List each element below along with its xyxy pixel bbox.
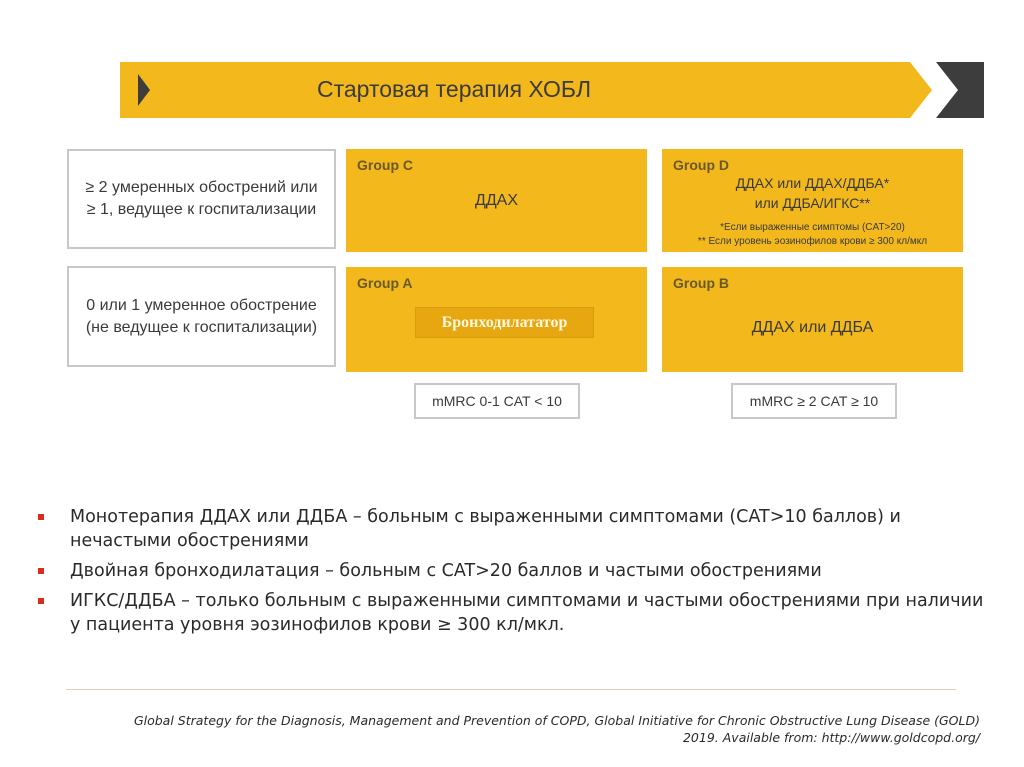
bullet-text: Монотерапия ДДАХ или ДДБА – больным с выраженными симптомами (CAT>10 баллов) и нечастыми обострениями <box>70 507 901 551</box>
group-a-box <box>346 267 647 372</box>
row-label-frequent-exacerbations: ≥ 2 умеренных обострений или ≥ 1, ведущее к госпитализации <box>67 149 336 249</box>
banner-right-arrow-icon <box>936 62 984 118</box>
group-c-box <box>346 149 647 252</box>
group-a-label: Group A <box>357 275 413 291</box>
reference-line1: Global Strategy for the Diagnosis, Management and Prevention of COPD, Global Initiative for Chronic Obstructive Lung Disease (GOLD) <box>133 713 980 728</box>
group-d-note-symptoms: *Если выраженные симптомы (CAT>20) <box>720 222 905 233</box>
header-banner <box>120 62 933 118</box>
divider <box>66 689 956 690</box>
group-b-therapy: ДДАХ или ДДБА <box>751 319 874 336</box>
group-d-label: Group D <box>673 157 729 173</box>
group-d-therapy-line1: ДДАХ или ДДАХ/ДДБА* <box>735 175 890 191</box>
bullet-text: ИГКС/ДДБА – только больным с выраженными симптомами и частыми обострениями при наличии у пациента уровня эозинофилов крови ≥ 300 кл/мкл. <box>70 591 984 635</box>
bullet-square-icon <box>38 514 44 520</box>
bullet-list <box>38 505 998 643</box>
bullet-item <box>38 559 998 583</box>
page-title: Стартовая терапия ХОБЛ <box>317 76 592 102</box>
group-b-box <box>662 267 963 372</box>
bullet-item <box>38 505 998 553</box>
row-label-rare-exacerbations: 0 или 1 умеренное обострение (не ведущее к госпитализации) <box>67 266 336 367</box>
bullet-square-icon <box>38 598 44 604</box>
group-c-therapy: ДДАХ <box>474 192 518 209</box>
axis-label-high-symptoms: mMRC ≥ 2 CAT ≥ 10 <box>731 383 897 419</box>
bullet-item <box>38 589 998 637</box>
group-d-box <box>662 149 963 252</box>
bullet-square-icon <box>38 568 44 574</box>
group-b-label: Group B <box>673 275 729 291</box>
group-d-note-eosinophils: ** Если уровень эозинофилов крови ≥ 300 кл/мкл <box>697 236 928 247</box>
reference-citation <box>60 712 980 746</box>
reference-line2: 2019. Available from: http://www.goldcopd.org/ <box>682 730 980 745</box>
group-d-therapy-line2: или ДДБА/ИГКС** <box>754 195 871 211</box>
axis-label-low-symptoms: mMRC 0-1 CAT < 10 <box>414 383 580 419</box>
group-c-label: Group C <box>357 157 413 173</box>
group-a-therapy: Бронходилататор <box>415 307 594 338</box>
bullet-text: Двойная бронходилатация – больным с CAT>20 баллов и частыми обострениями <box>70 561 822 581</box>
